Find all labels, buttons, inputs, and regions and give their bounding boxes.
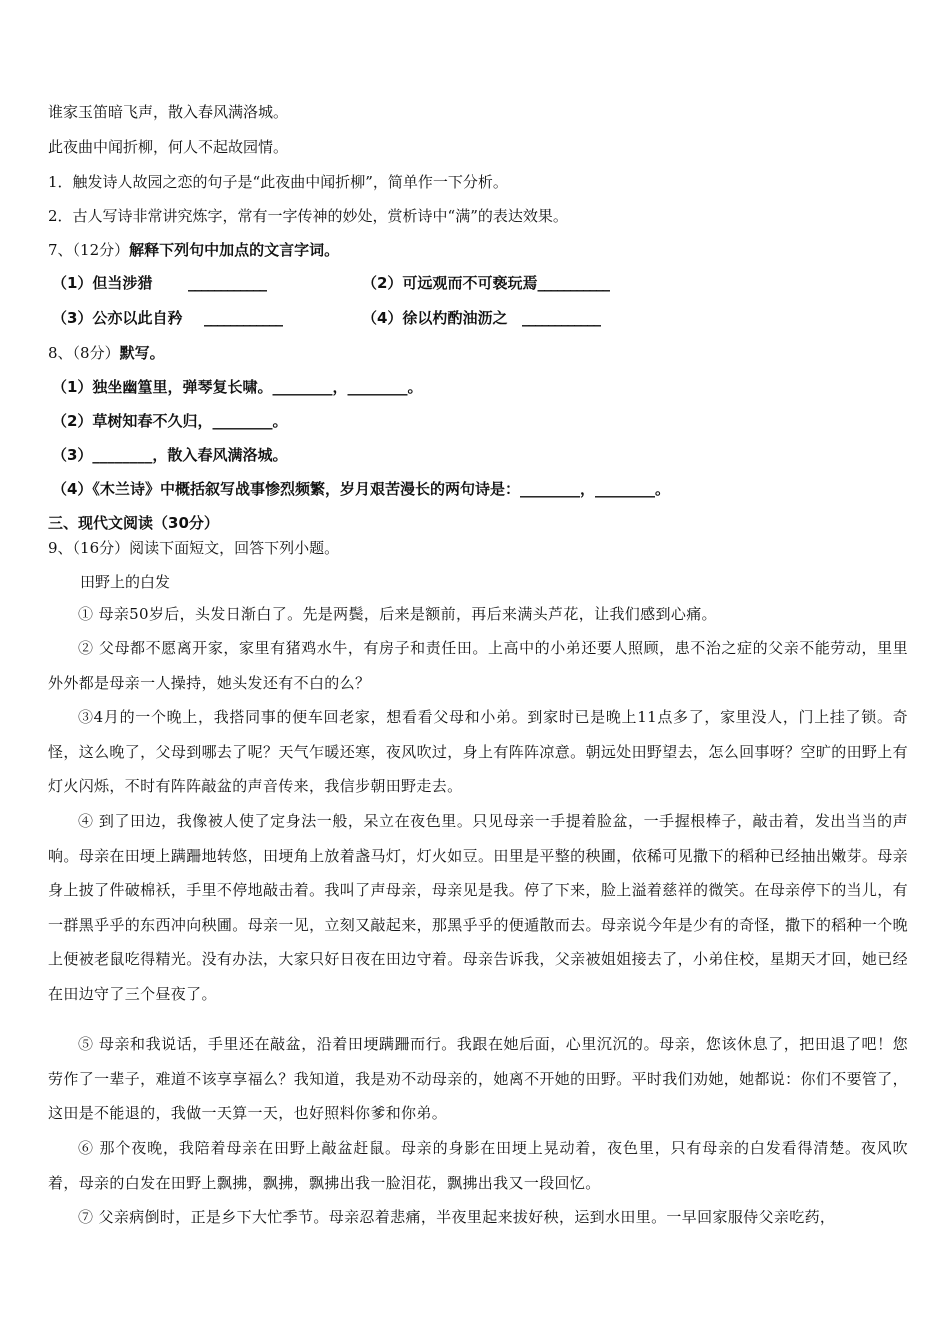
poem-line: 此夜曲中闻折柳，何人不起故园情。 (48, 138, 289, 156)
question-number: 7、 (48, 241, 73, 259)
q7-item-2 (362, 273, 609, 293)
q7-item-label: （3）公亦以此自矜 (52, 309, 183, 327)
article-paragraph-7: ⑦ 父亲病倒时，正是乡下大忙季节。母亲忍着悲痛，半夜里起来拔好秧，运到水田里。一早回家服侍父亲吃药， (78, 1208, 836, 1226)
question-prompt: 阅读下面短文，回答下列小题。 (129, 539, 340, 557)
poem-question: 2．古人写诗非常讲究炼字，常有一字传神的妙处，赏析诗中“满”的表达效果。 (48, 207, 568, 225)
question-9-header (48, 538, 339, 558)
q8-item: （2）草树知春不久归，________。 (52, 412, 288, 430)
question-score: （8分） (72, 344, 120, 362)
question-score: （12分） (72, 241, 130, 259)
question-8-header (48, 343, 165, 363)
article-paragraph-3: ③4月的一个晚上，我搭同事的便车回老家，想看看父母和小弟。到家时已是晚上11点多了，家里没人，门上挂了锁。奇怪，这么晚了，父母到哪去了呢？天气乍暖还寒，夜风吹过，身上有阵阵凉意。朝远处田野望去，怎么回事呀？空旷的田野上有灯火闪烁，不时有阵阵敲盆的声音传来，我信步朝田野走去。 (48, 708, 908, 795)
article-paragraph-4: ④ 到了田边，我像被人使了定身法一般，呆立在夜色里。只见母亲一手提着脸盆，一手握根棒子，敲击着，发出当当的声响。母亲在田埂上蹒跚地转悠，田埂角上放着盏马灯，灯火如豆。田里是平整的秧圃，依稀可见撒下的稻种已经抽出嫩芽。母亲身上披了件破棉袄，手里不停地敲击着。我叫了声母亲，母亲见是我。停了下来，脸上溢着慈祥的微笑。在母亲停下的当儿，有一群黑乎乎的东西冲向秧圃。母亲一见，立刻又敲起来，那黑乎乎的便遁散而去。母亲说今年是少有的奇怪，撒下的稻种一个晚上便被老鼠吃得精光。没有办法，大家只好日夜在田边守着。母亲告诉我，父亲被姐姐接去了，小弟住校，星期天才回，她已经在田边守了三个昼夜了。 (48, 812, 908, 1003)
q7-item-3 (52, 308, 182, 328)
article-paragraph-6: ⑥ 那个夜晚，我陪着母亲在田野上敲盆赶鼠。母亲的身影在田埂上晃动着，夜色里，只有母亲的白发看得清楚。夜风吹着，母亲的白发在田野上飘拂，飘拂，飘拂出我一脸泪花，飘拂出我又一段回忆。 (48, 1139, 908, 1192)
article-title: 田野上的白发 (80, 573, 171, 591)
question-7-header (48, 240, 339, 260)
q7-item-label: （4）徐以杓酌油沥之 (362, 309, 508, 327)
question-number: 9、 (48, 539, 73, 557)
q7-item-label: （2）可远观而不可亵玩焉 (362, 274, 538, 292)
question-number: 8、 (48, 344, 73, 362)
q8-item: （1）独坐幽篁里，弹琴复长啸。________，________。 (52, 378, 423, 396)
q7-item-4 (362, 308, 507, 328)
q7-item-blank: ____________ (188, 274, 266, 292)
q7-item-1 (52, 273, 152, 293)
question-prompt: 默写。 (119, 344, 165, 362)
q7-item-label: （1）但当涉猎 (52, 274, 153, 292)
question-score: （16分） (72, 539, 130, 557)
q8-item: （3）________，散入春风满洛城。 (52, 446, 288, 464)
q7-item-blank: ____________ (204, 309, 282, 327)
question-prompt: 解释下列句中加点的文言字词。 (129, 241, 340, 259)
article-paragraph-5: ⑤ 母亲和我说话，手里还在敲盆，沿着田埂蹒跚而行。我跟在她后面，心里沉沉的。母亲，您该休息了，把田退了吧！您劳作了一辈子，难道不该享享福么？我知道，我是劝不动母亲的，她离不开她的田野。平时我们劝她，她都说：你们不要管了，这田是不能退的，我做一天算一天，也好照料你爹和你弟。 (48, 1035, 908, 1122)
q7-item-blank: ____________ (522, 309, 600, 327)
article-paragraph-2: ② 父母都不愿离开家，家里有猪鸡水牛，有房子和责任田。上高中的小弟还要人照顾，患不治之症的父亲不能劳动，里里外外都是母亲一人操持，她头发还有不白的么？ (48, 639, 908, 692)
section-heading: 三、现代文阅读（30分） (48, 514, 219, 532)
poem-question: 1．触发诗人故园之恋的句子是“此夜曲中闻折柳”，简单作一下分析。 (48, 173, 508, 191)
q7-item-blank: ___________ (537, 274, 609, 292)
article-paragraph-1: ① 母亲50岁后，头发日渐白了。先是两鬓，后来是额前，再后来满头芦花，让我们感到心痛。 (78, 605, 717, 623)
q8-item: （4）《木兰诗》中概括叙写战事惨烈频繁，岁月艰苦漫长的两句诗是：________，________。 (52, 480, 670, 498)
poem-line: 谁家玉笛暗飞声，散入春风满洛城。 (48, 103, 289, 121)
